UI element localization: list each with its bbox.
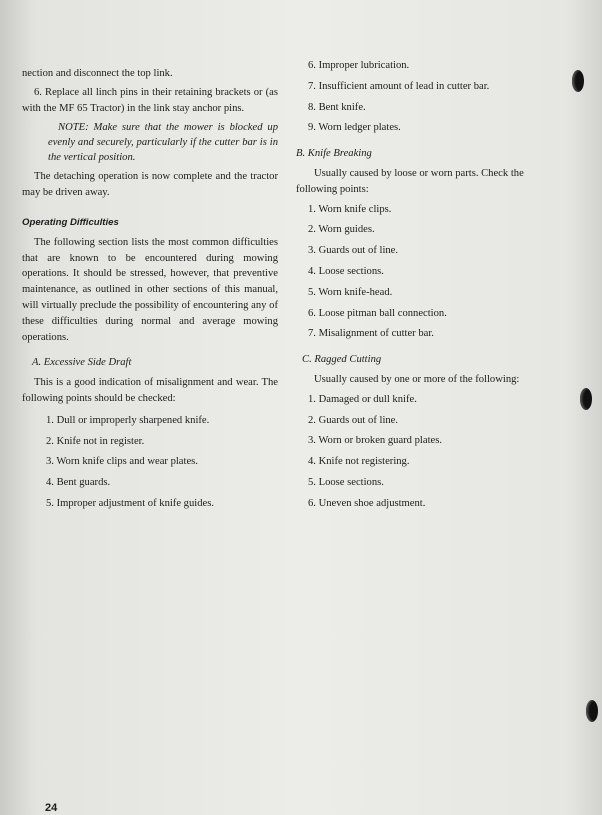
list-item: 4. Knife not registering.: [308, 456, 410, 468]
ragged-cutting-list: [296, 392, 558, 512]
continued-text: nection and disconnect the top link.: [22, 68, 173, 79]
knife-breaking-list: [296, 202, 558, 343]
list-item: 6. Uneven shoe adjustment.: [308, 497, 426, 509]
list-item: 6. Loose pitman ball connection.: [308, 307, 447, 319]
list-item: 2. Knife not in register.: [46, 435, 145, 447]
list-item: 7. Insufficient amount of lead in cutter bar.: [308, 80, 490, 92]
ragged-cutting-intro: Usually caused by one or more of the following:: [314, 373, 520, 385]
list-item: 3. Worn or broken guard plates.: [308, 435, 442, 447]
list-item: 3. Worn knife clips and wear plates.: [46, 456, 198, 468]
binder-hole: [580, 388, 592, 410]
list-item: 8. Bent knife.: [308, 101, 366, 113]
side-draft-intro: This is a good indication of misalignment and wear. The following points should be checked:: [22, 377, 278, 404]
side-draft-list-continued: [296, 58, 558, 136]
left-column: [22, 66, 278, 517]
note: NOTE: Make sure that the mower is blocked up evenly and securely, particularly if the cutter bar is in the vertical position.: [48, 122, 278, 164]
list-item: 7. Misalignment of cutter bar.: [308, 328, 434, 340]
list-item: 2. Worn guides.: [308, 224, 375, 236]
binder-hole: [572, 70, 584, 92]
list-item: 2. Guards out of line.: [308, 414, 399, 426]
list-item: 5. Loose sections.: [308, 476, 384, 488]
subheading-ragged-cutting: C. Ragged Cutting: [302, 354, 382, 366]
section-heading-operating-difficulties: Operating Difficulties: [22, 216, 119, 228]
step-6: 6. Replace all linch pins in their retaining brackets or (as with the MF 65 Tractor) in the link stay anchor pins.: [22, 86, 278, 114]
list-item: 6. Improper lubrication.: [308, 60, 410, 71]
operating-difficulties-paragraph: The following section lists the most common difficulties that are known to be encountered during mowing operations. It should be stressed, however, that preventive maintenance, as outlined in other sections of this manual, will virtually preclude the possibility of encountering any of these difficulties during normal and average mowing operations.: [22, 236, 278, 343]
list-item: 3. Guards out of line.: [308, 245, 399, 257]
detach-paragraph: The detaching operation is now complete and the tractor may be driven away.: [22, 171, 278, 199]
list-item: 1. Worn knife clips.: [308, 203, 392, 215]
right-column: [296, 56, 558, 517]
list-item: 9. Worn ledger plates.: [308, 122, 401, 134]
subheading-excessive-side-draft: A. Excessive Side Draft: [32, 357, 132, 369]
knife-breaking-intro: Usually caused by loose or worn parts. Check the following points:: [296, 167, 524, 195]
list-item: 5. Worn knife-head.: [308, 286, 393, 298]
subheading-knife-breaking: B. Knife Breaking: [296, 148, 372, 160]
list-item: 4. Loose sections.: [308, 265, 384, 277]
binder-hole: [586, 700, 598, 722]
list-item: 5. Improper adjustment of knife guides.: [46, 497, 214, 509]
side-draft-list: [22, 413, 278, 512]
list-item: 1. Damaged or dull knife.: [308, 393, 417, 405]
page-number: 24: [45, 802, 58, 814]
list-item: 4. Bent guards.: [46, 477, 111, 489]
list-item: 1. Dull or improperly sharpened knife.: [46, 414, 210, 426]
